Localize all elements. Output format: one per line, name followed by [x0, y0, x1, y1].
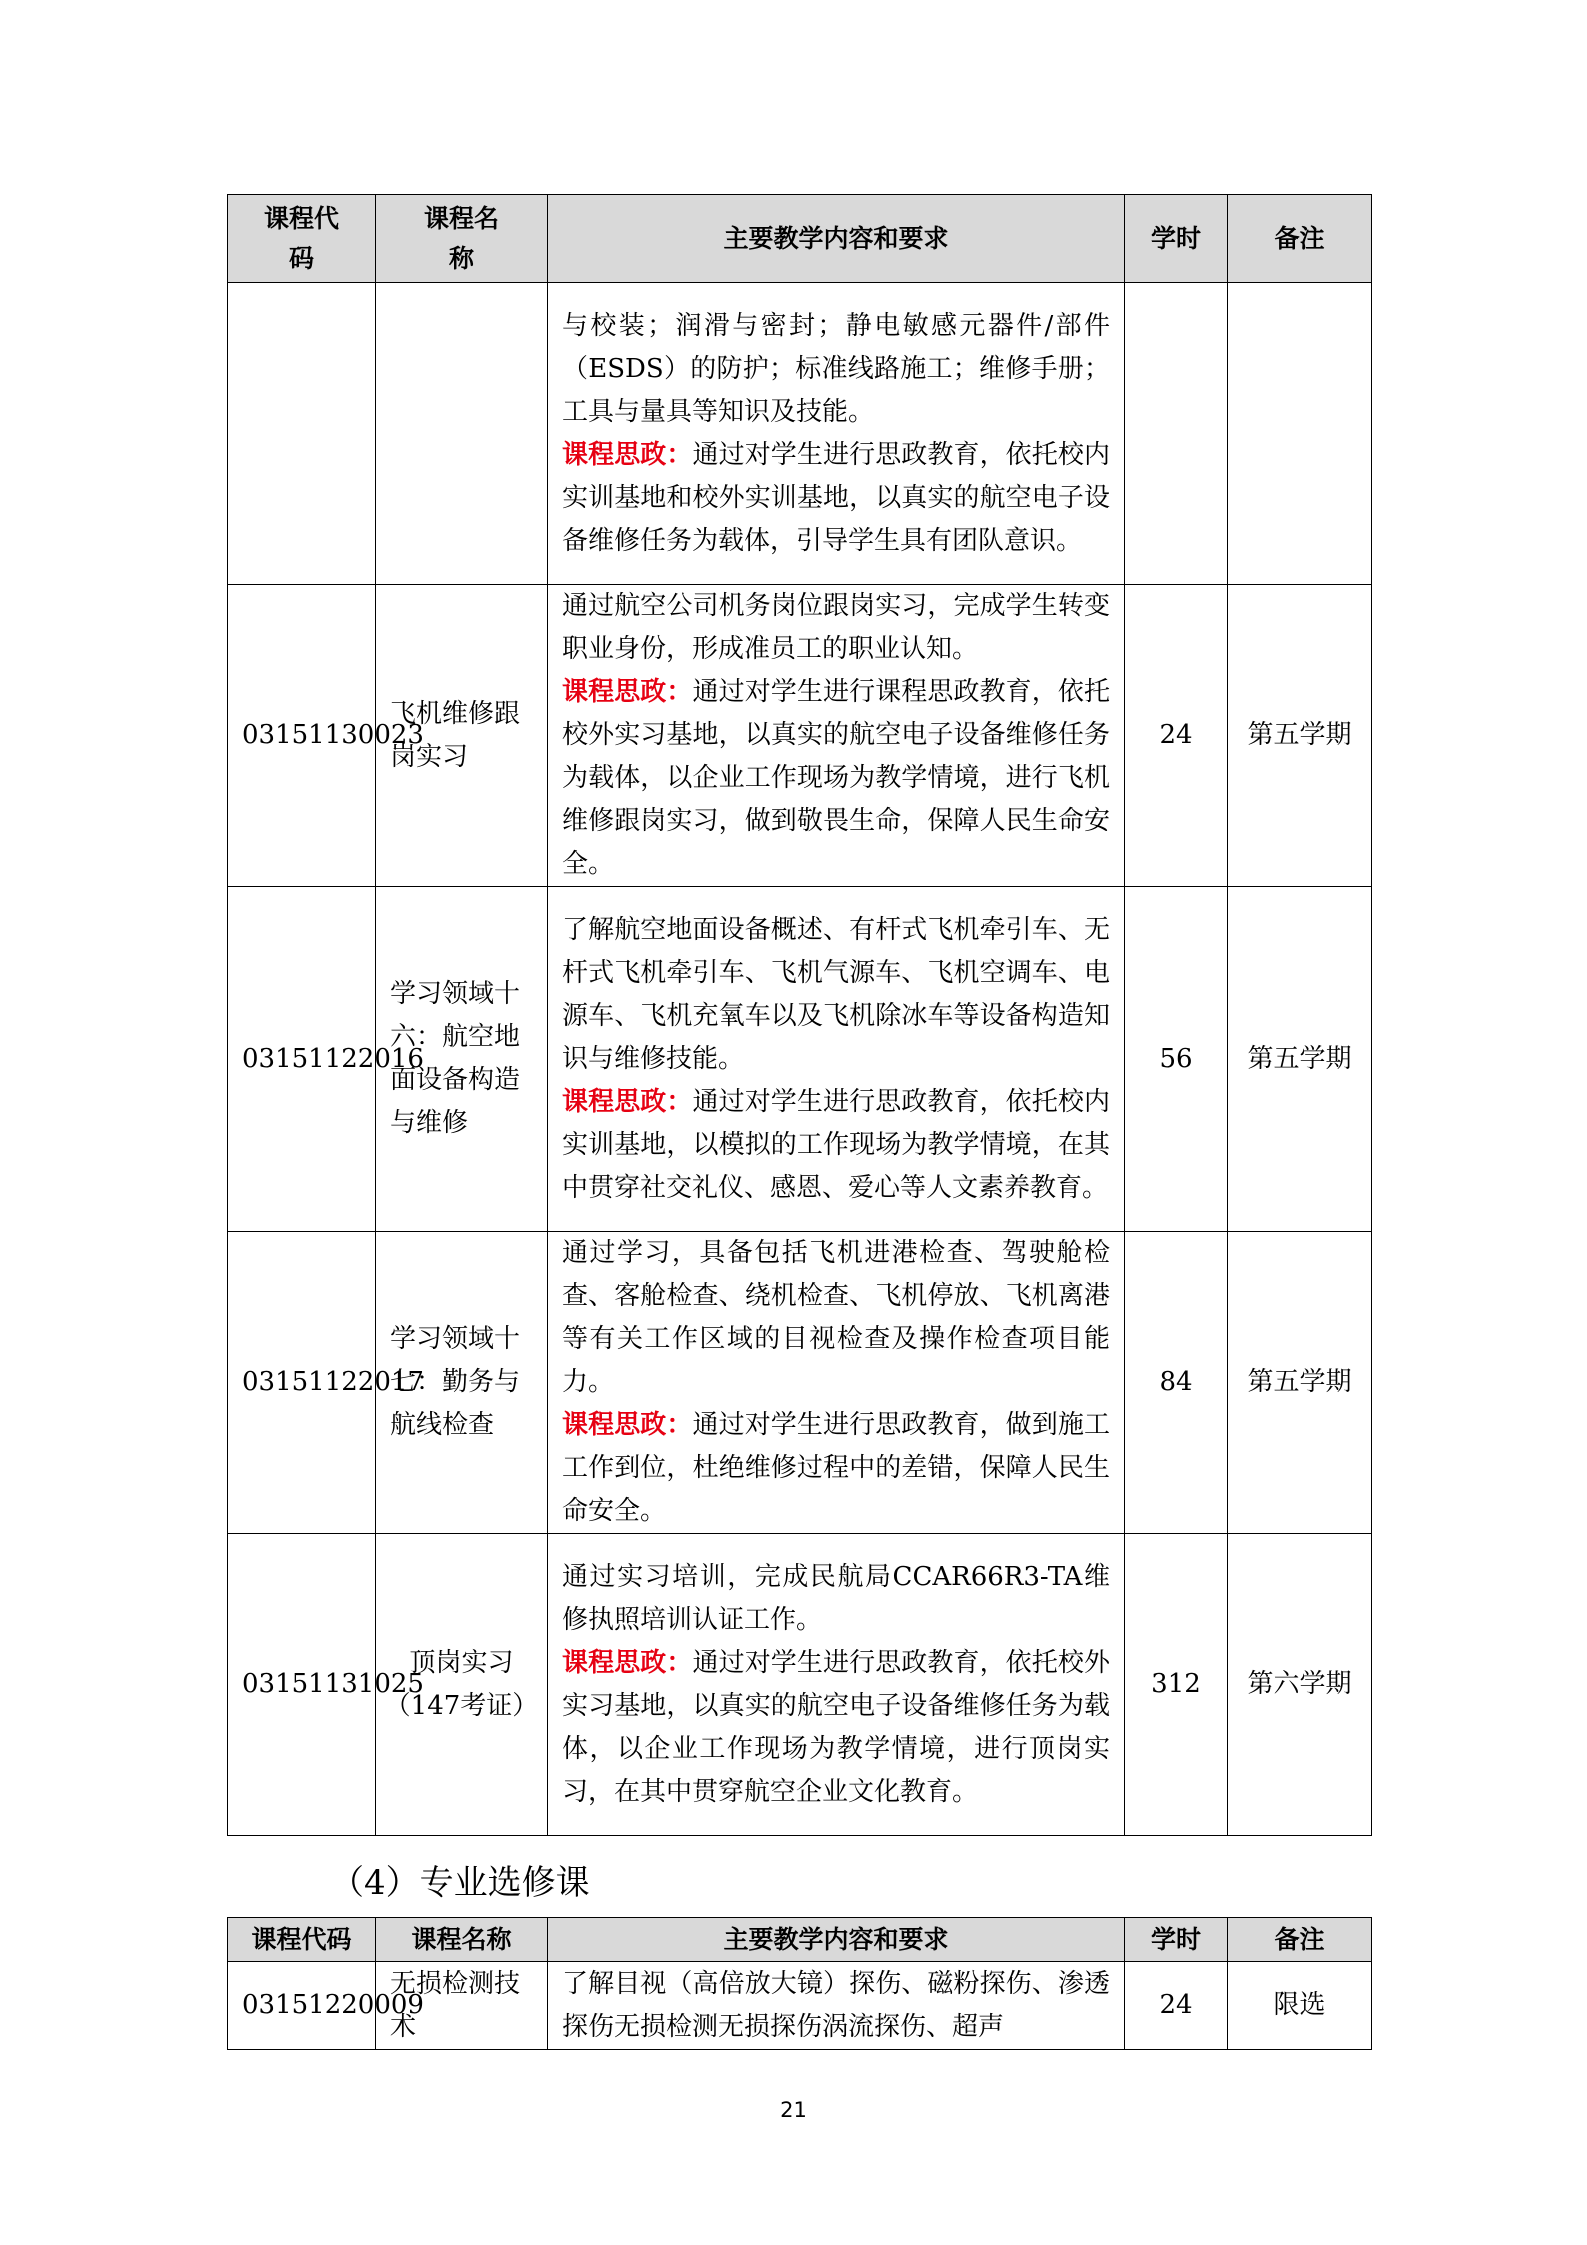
course-hours: 312: [1125, 1534, 1228, 1836]
content-text: 了解目视（高倍放大镜）探伤、磁粉探伤、渗透探伤无损检测无损探伤涡流探伤、超声: [562, 1968, 1110, 2042]
table-header-row: [228, 1918, 1372, 1962]
course-name: 顶岗实习（147考证）: [376, 1534, 548, 1836]
ideology-text: 通过对学生进行思政教育，依托校内实训基地和校外实训基地，以真实的航空电子设备维修任务为载体，引导学生具有团队意识。: [562, 439, 1110, 556]
table-row: [228, 1232, 1372, 1534]
course-name: 学习领域十七：勤务与航线检查: [376, 1232, 548, 1534]
course-name: [376, 283, 548, 585]
page-number: 21: [780, 2098, 807, 2122]
header-content: 主要教学内容和要求: [548, 1918, 1125, 1962]
ideology-label: 课程思政：: [562, 1647, 693, 1678]
table-row: [228, 1962, 1372, 2050]
course-code: 03151122017: [228, 1232, 376, 1534]
content-text: 通过学习，具备包括飞机进港检查、驾驶舱检查、客舱检查、绕机检查、飞机停放、飞机离港等有关工作区域的目视检查及操作检查项目能力。: [562, 1238, 1110, 1397]
ideology-label: 课程思政：: [562, 677, 693, 707]
header-hours: 学时: [1125, 195, 1228, 283]
table-row: [228, 887, 1372, 1232]
header-content: 主要教学内容和要求: [548, 195, 1125, 283]
course-note: 第五学期: [1228, 887, 1372, 1232]
header-note: 备注: [1228, 195, 1372, 283]
ideology-text: 通过对学生进行思政教育，依托校内实训基地，以模拟的工作现场为教学情境，在其中贯穿社交礼仪、感恩、爱心等人文素养教育。: [562, 1086, 1110, 1203]
header-note: 备注: [1228, 1918, 1372, 1962]
course-content: [548, 585, 1125, 887]
section-title: （4）专业选修课: [330, 1863, 590, 1903]
course-table-core: [227, 194, 1372, 1836]
course-name: 学习领域十六：航空地面设备构造与维修: [376, 887, 548, 1232]
ideology-label: 课程思政：: [562, 439, 693, 470]
ideology-text: 通过对学生进行课程思政教育，依托校外实习基地，以真实的航空电子设备维修任务为载体，以企业工作现场为教学情境，进行飞机维修跟岗实习，做到敬畏生命，保障人民生命安全。: [562, 677, 1110, 879]
table-row: [228, 283, 1372, 585]
header-hours: 学时: [1125, 1918, 1228, 1962]
content-text: 与校装；润滑与密封；静电敏感元器件/部件（ESDS）的防护；标准线路施工；维修手册；工具与量具等知识及技能。: [562, 310, 1110, 427]
course-hours: 24: [1125, 585, 1228, 887]
course-content: [548, 1534, 1125, 1836]
course-content: [548, 887, 1125, 1232]
course-hours: [1125, 283, 1228, 585]
ideology-label: 课程思政：: [562, 1410, 693, 1440]
ideology-text: 通过对学生进行思政教育，依托校外实习基地，以真实的航空电子设备维修任务为载体，以企业工作现场为教学情境，进行顶岗实习，在其中贯穿航空企业文化教育。: [562, 1647, 1110, 1807]
header-code: 课程代码: [228, 195, 376, 283]
course-content: [548, 1232, 1125, 1534]
table-row: [228, 585, 1372, 887]
course-name: 飞机维修跟岗实习: [376, 585, 548, 887]
course-code: 03151122016: [228, 887, 376, 1232]
course-code: [228, 283, 376, 585]
content-text: 通过航空公司机务岗位跟岗实习，完成学生转变职业身份，形成准员工的职业认知。: [562, 591, 1110, 664]
course-note: [1228, 283, 1372, 585]
content-text: 了解航空地面设备概述、有杆式飞机牵引车、无杆式飞机牵引车、飞机气源车、飞机空调车、电源车、飞机充氧车以及飞机除冰车等设备构造知识与维修技能。: [562, 914, 1110, 1074]
header-name: 课程名称: [376, 1918, 548, 1962]
course-note: 第五学期: [1228, 585, 1372, 887]
header-code: 课程代码: [228, 1918, 376, 1962]
course-content: [548, 1962, 1125, 2050]
course-note: 第六学期: [1228, 1534, 1372, 1836]
course-code: 03151220009: [228, 1962, 376, 2050]
content-text: 通过实习培训，完成民航局CCAR66R3-TA维修执照培训认证工作。: [562, 1561, 1110, 1635]
ideology-label: 课程思政：: [562, 1086, 693, 1117]
course-table-elective: [227, 1917, 1372, 2050]
course-code: 03151131025: [228, 1534, 376, 1836]
course-code: 03151130023: [228, 585, 376, 887]
course-note: 限选: [1228, 1962, 1372, 2050]
course-content: [548, 283, 1125, 585]
header-name: 课程名称: [376, 195, 548, 283]
course-hours: 56: [1125, 887, 1228, 1232]
ideology-text: 通过对学生进行思政教育，做到施工工作到位，杜绝维修过程中的差错，保障人民生命安全。: [562, 1410, 1110, 1526]
course-note: 第五学期: [1228, 1232, 1372, 1534]
course-hours: 24: [1125, 1962, 1228, 2050]
course-hours: 84: [1125, 1232, 1228, 1534]
table-header-row: [228, 195, 1372, 283]
course-name: 无损检测技术: [376, 1962, 548, 2050]
table-row: [228, 1534, 1372, 1836]
